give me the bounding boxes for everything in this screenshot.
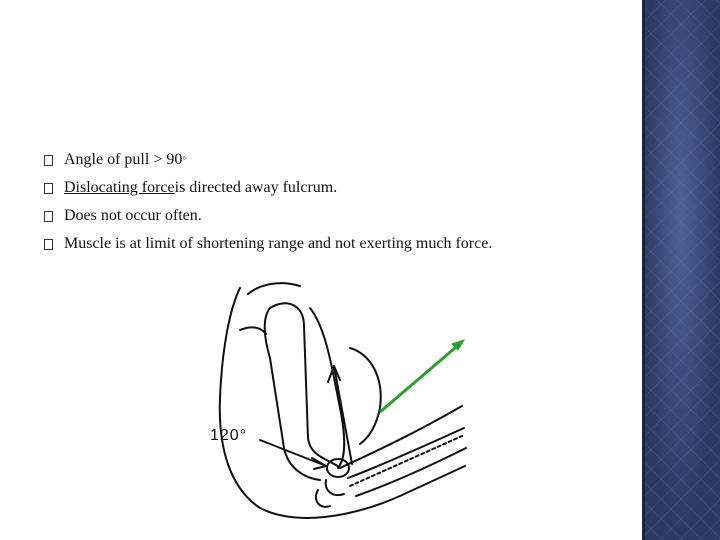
- force-arrow-icon: [380, 340, 464, 412]
- degree-superscript: °: [182, 155, 186, 165]
- checkbox-bullet-icon: [44, 239, 53, 250]
- bullet-text: Angle of pull > 90: [64, 151, 183, 168]
- bullet-item-occurrence: [44, 202, 492, 230]
- bullet-list: [44, 146, 492, 258]
- checkbox-bullet-icon: [44, 211, 53, 222]
- bullet-item-muscle: [44, 230, 492, 258]
- decorative-side-panel: [642, 0, 720, 540]
- bullet-lead-text: Dislocating force: [64, 179, 175, 196]
- checkbox-bullet-icon: [44, 155, 53, 166]
- bullet-item-dislocating: [44, 174, 492, 202]
- angle-label: 120°: [210, 427, 248, 444]
- bullet-item-angle: [44, 146, 492, 174]
- bullet-text: Does not occur often.: [64, 207, 202, 224]
- elbow-diagram-icon: [200, 268, 480, 524]
- bullet-text: is directed away fulcrum.: [174, 179, 338, 196]
- checkbox-bullet-icon: [44, 183, 53, 194]
- bullet-text: Muscle is at limit of shortening range and not exerting much force.: [64, 235, 493, 252]
